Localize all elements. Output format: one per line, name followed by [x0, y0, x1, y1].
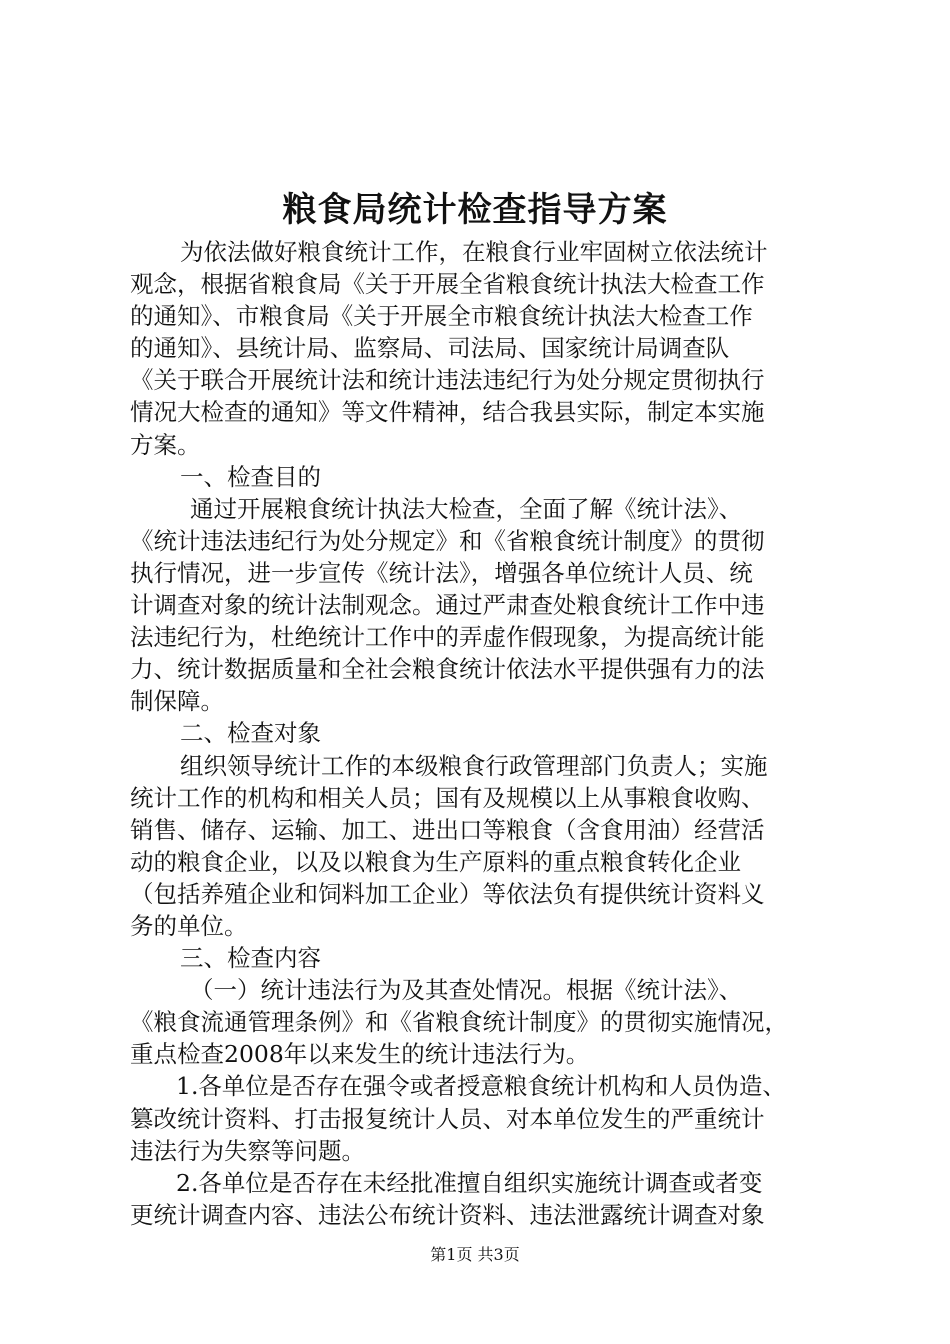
paragraph-line: 为依法做好粮食统计工作，在粮食行业牢固树立依法统计 [180, 238, 768, 266]
paragraph-line: 的通知》、县统计局、监察局、司法局、国家统计局调查队 [130, 334, 730, 363]
section-heading: 二、检查对象 [180, 719, 321, 748]
paragraph-line: 重点检查2008年以来发生的统计违法行为。 [130, 1040, 590, 1069]
paragraph-line: 制保障。 [130, 687, 224, 716]
paragraph-line: 组织领导统计工作的本级粮食行政管理部门负责人；实施 [180, 751, 768, 780]
paragraph-line: 更统计调查内容、违法公布统计资料、违法泄露统计调查对象 [130, 1200, 765, 1229]
page-number: 第1页 共3页 [430, 1245, 520, 1264]
document-body [130, 236, 830, 1231]
paragraph-line: 情况大检查的通知》等文件精神，结合我县实际，制定本实施 [130, 398, 765, 427]
paragraph-line: （包括养殖企业和饲料加工企业）等依法负有提供统计资料义 [130, 879, 765, 908]
paragraph-line: 的通知》、市粮食局《关于开展全市粮食统计执法大检查工作 [130, 302, 753, 331]
paragraph-line: 《统计违法违纪行为处分规定》和《省粮食统计制度》的贯彻 [130, 526, 765, 555]
paragraph-line: 2.各单位是否存在未经批准擅自组织实施统计调查或者变 [176, 1168, 763, 1197]
paragraph-line: 观念，根据省粮食局《关于开展全省粮食统计执法大检查工作 [130, 270, 765, 299]
paragraph-line: 违法行为失察等问题。 [130, 1136, 365, 1165]
paragraph-line: 方案。 [130, 430, 201, 459]
paragraph-line: 统计工作的机构和相关人员；国有及规模以上从事粮食收购、 [130, 783, 765, 812]
paragraph-line: （一）统计违法行为及其查处情况。根据《统计法》、 [190, 976, 743, 1005]
paragraph-line: 《关于联合开展统计法和统计违法违纪行为处分规定贯彻执行 [130, 366, 765, 395]
paragraph-line: 法违纪行为，杜绝统计工作中的弄虚作假现象，为提高统计能 [130, 623, 765, 652]
paragraph-line: 篡改统计资料、打击报复统计人员、对本单位发生的严重统计 [130, 1104, 765, 1133]
paragraph-line: 务的单位。 [130, 911, 248, 940]
paragraph-line: 执行情况，进一步宣传《统计法》，增强各单位统计人员、统 [130, 558, 753, 587]
paragraph-line: 《粮食流通管理条例》和《省粮食统计制度》的贯彻实施情况， [130, 1008, 788, 1037]
section-heading: 一、检查目的 [180, 462, 321, 491]
document-title: 粮食局统计检查指导方案 [282, 190, 668, 230]
paragraph-line: 1.各单位是否存在强令或者授意粮食统计机构和人员伪造、 [176, 1072, 786, 1101]
paragraph-line: 力、统计数据质量和全社会粮食统计依法水平提供强有力的法 [130, 655, 765, 684]
paragraph-line: 动的粮食企业，以及以粮食为生产原料的重点粮食转化企业 [130, 847, 741, 876]
paragraph-line: 销售、储存、运输、加工、进出口等粮食（含食用油）经营活 [130, 815, 765, 844]
section-heading: 三、检查内容 [180, 944, 321, 973]
paragraph-line: 通过开展粮食统计执法大检查，全面了解《统计法》、 [190, 494, 743, 523]
paragraph-line: 计调查对象的统计法制观念。通过严肃查处粮食统计工作中违 [130, 591, 765, 620]
